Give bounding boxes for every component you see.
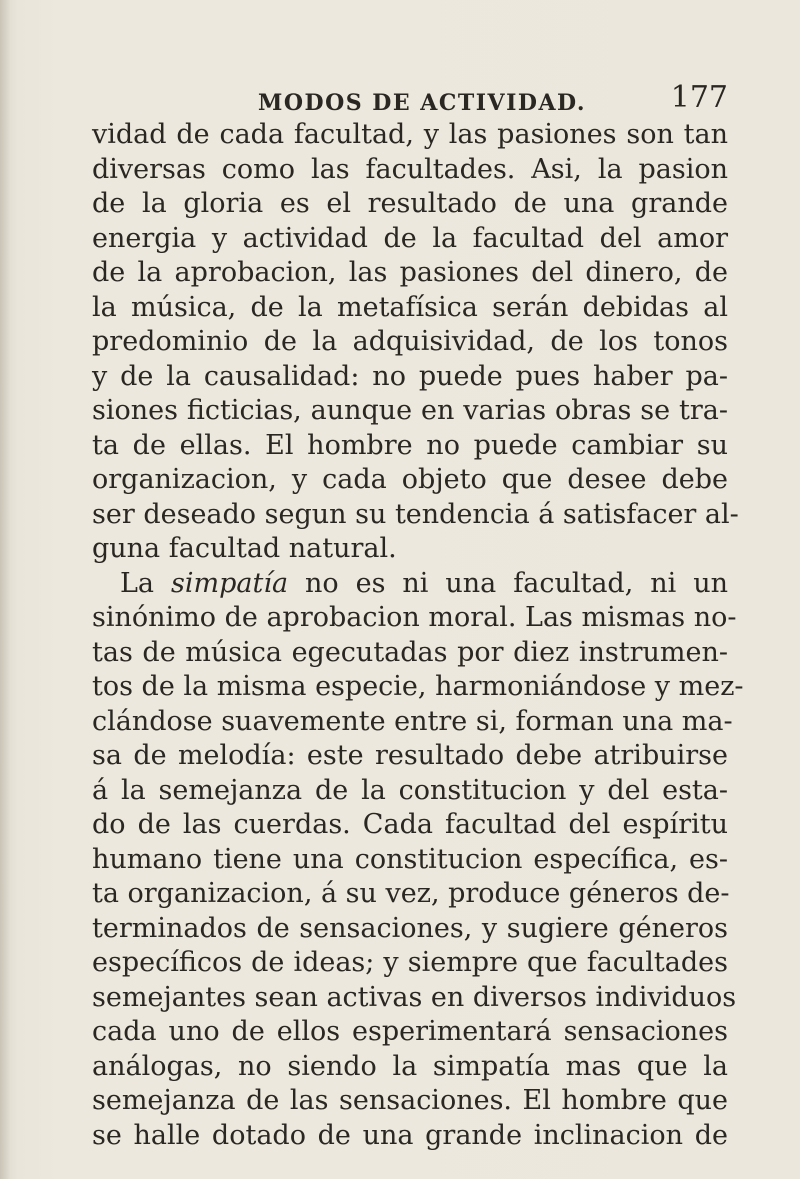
- text-line: ta de ellas. El hombre no puede cambiar su: [92, 429, 728, 461]
- text-line: ta organizacion, á su vez, produce géneros de-: [92, 878, 730, 909]
- page-number: 177: [670, 80, 728, 115]
- text-line: cada uno de ellos esperimentará sensaciones: [92, 1016, 728, 1047]
- text-line: [92, 567, 728, 602]
- text-line: ser deseado segun su tendencia á satisfacer al-: [92, 498, 739, 530]
- text-line: sinónimo de aprobacion moral. Las mismas no-: [92, 602, 737, 633]
- text-line: vidad de cada facultad, y las pasiones son tan: [92, 119, 728, 150]
- binding-edge: [0, 0, 10, 1179]
- running-title: MODOS DE ACTIVIDAD.: [258, 90, 587, 116]
- text-line: diversas como las facultades. Asi, la pasion: [92, 153, 728, 185]
- text-line: semejanza de las sensaciones. El hombre que: [92, 1085, 728, 1116]
- text-line: guna facultad natural.: [92, 533, 397, 564]
- text-line-segment: no es ni una facultad, ni un: [288, 567, 729, 599]
- italic-term: simpatía: [171, 567, 289, 599]
- text-line: la música, de la metafísica serán debidas al: [92, 291, 728, 323]
- text-line: do de las cuerdas. Cada facultad del espíritu: [92, 809, 728, 840]
- text-line: y de la causalidad: no puede pues haber pa-: [92, 360, 728, 392]
- text-line: sa de melodía: este resultado debe atribuirse: [92, 740, 728, 771]
- text-line: de la gloria es el resultado de una grande: [92, 188, 728, 219]
- page-header: [258, 80, 728, 120]
- text-line: semejantes sean activas en diversos individuos: [92, 981, 737, 1013]
- text-line: siones ficticias, aunque en varias obras se tra-: [92, 395, 728, 426]
- text-line: análogas, no siendo la simpatía mas que la: [92, 1050, 728, 1082]
- body-text: [92, 118, 744, 1153]
- text-line: clándose suavemente entre si, forman una ma-: [92, 705, 733, 737]
- text-line: se halle dotado de una grande inclinacion de: [92, 1119, 728, 1151]
- text-line: terminados de sensaciones, y sugiere géneros: [92, 912, 728, 944]
- text-line: tos de la misma especie, harmoniándose y mez-: [92, 671, 744, 702]
- text-line: predominio de la adquisividad, de los tonos: [92, 326, 728, 357]
- text-line: específicos de ideas; y siempre que facultades: [92, 947, 728, 978]
- text-line: organizacion, y cada objeto que desee debe: [92, 464, 728, 495]
- text-line: energia y actividad de la facultad del amor: [92, 222, 728, 254]
- text-line: de la aprobacion, las pasiones del dinero, de: [92, 257, 728, 288]
- text-line-segment: La: [120, 567, 171, 599]
- text-line: humano tiene una constitucion específica, es-: [92, 843, 728, 875]
- text-line: á la semejanza de la constitucion y del esta-: [92, 774, 728, 806]
- text-line: tas de música egecutadas por diez instrumen-: [92, 636, 728, 668]
